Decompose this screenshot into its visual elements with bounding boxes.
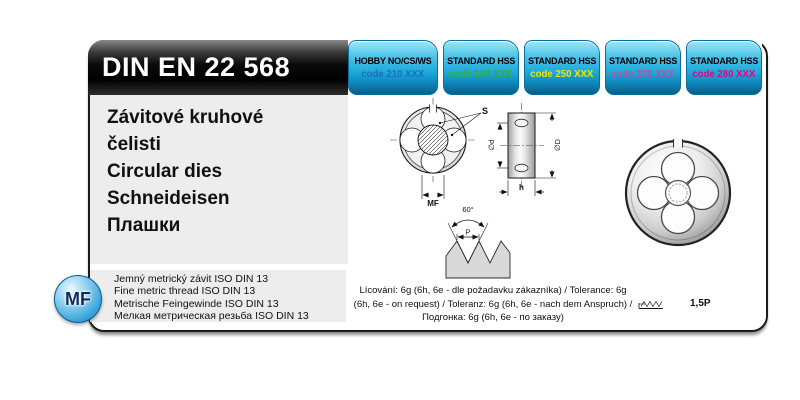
page-title: DIN EN 22 568 bbox=[102, 52, 291, 82]
technical-drawing bbox=[348, 95, 620, 285]
thread-size-dimension-label: MF bbox=[427, 199, 439, 208]
chamfer-lead-icon bbox=[636, 294, 672, 312]
badge-series-label: HOBBY NO/CS/WS bbox=[354, 55, 432, 67]
product-title-en: Circular dies bbox=[107, 161, 223, 182]
product-title-panel bbox=[90, 95, 348, 264]
badge-series-label: STANDARD HSS bbox=[689, 55, 759, 67]
slot-dimension-label: S bbox=[481, 106, 489, 116]
tolerance-note: Lícování: 6g (6h, 6e - dle požadavku zákazníka) / Tolerance: 6g (6h, 6e - on request) / Toleranz: 6g (6h, 6e - nach dem Anspruch) / Подгонка: 6g (6h, 6e - по заказу) bbox=[353, 285, 633, 323]
badge-code-label: code 270 XXX bbox=[611, 68, 675, 80]
badge-hobby-210 bbox=[348, 40, 438, 95]
badge-standard-280 bbox=[686, 40, 762, 95]
front-view-drawing bbox=[390, 98, 488, 208]
pitch-dimension-label: P bbox=[465, 227, 471, 237]
thread-type-ru: Мелкая метрическая резьба ISO DIN 13 bbox=[114, 309, 309, 322]
product-title-cs-2: čelisti bbox=[107, 134, 161, 155]
outer-diameter-label: ∅D bbox=[553, 139, 562, 151]
thread-type-box bbox=[90, 270, 346, 322]
product-title-ru: Плашки bbox=[107, 215, 181, 236]
thread-angle-label: 60° bbox=[462, 205, 474, 214]
badge-code-label: code 210 XXX bbox=[361, 68, 425, 80]
chamfer-value: 1,5P bbox=[690, 298, 711, 309]
thread-type-de: Metrische Feingewinde ISO DIN 13 bbox=[114, 297, 279, 310]
badge-standard-270 bbox=[605, 40, 681, 95]
badge-code-label: code 250 XXX bbox=[530, 68, 594, 80]
thread-type-cs: Jemný metrický závit ISO DIN 13 bbox=[114, 273, 269, 285]
side-view-drawing bbox=[487, 103, 562, 196]
thread-profile-drawing bbox=[446, 205, 510, 278]
din-standard-header bbox=[88, 40, 348, 95]
badge-code-label: code 240 XXX bbox=[449, 68, 513, 80]
product-title-cs-1: Závitové kruhové bbox=[107, 107, 264, 128]
product-title-de: Schneideisen bbox=[107, 188, 230, 209]
die-photo-illustration bbox=[618, 128, 740, 250]
badge-series-label: STANDARD HSS bbox=[608, 55, 678, 67]
badge-series-label: STANDARD HSS bbox=[446, 55, 516, 67]
mf-thread-symbol-icon bbox=[54, 275, 102, 323]
inner-diameter-label: ∅d bbox=[487, 139, 496, 151]
badge-standard-240 bbox=[443, 40, 519, 95]
thread-type-en: Fine metric thread ISO DIN 13 bbox=[114, 285, 256, 298]
badge-series-label: STANDARD HSS bbox=[527, 55, 597, 67]
height-dimension-label: h bbox=[519, 183, 524, 192]
badge-code-label: code 280 XXX bbox=[692, 68, 756, 80]
mf-symbol-label: MF bbox=[65, 288, 91, 309]
badge-standard-250 bbox=[524, 40, 600, 95]
product-code-badges bbox=[348, 38, 762, 95]
